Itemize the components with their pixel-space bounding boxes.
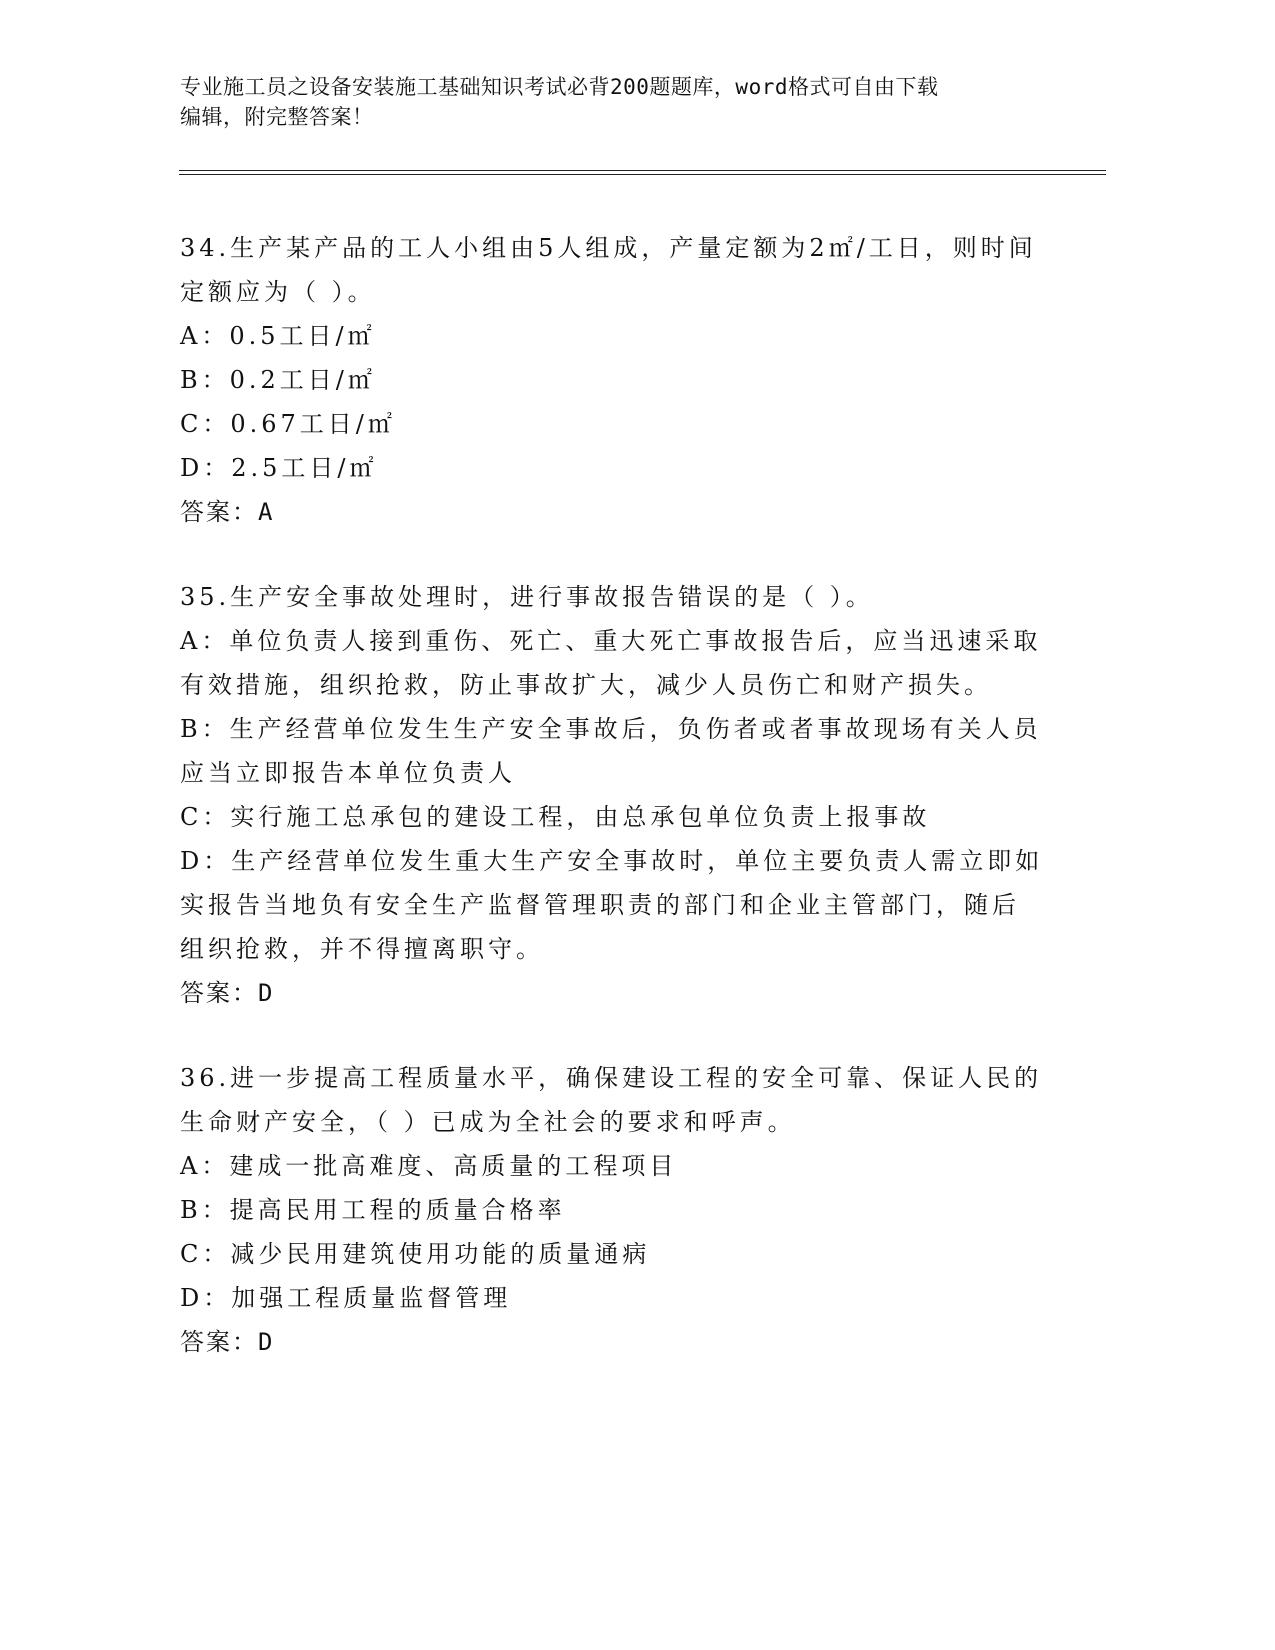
question-stem: 定额应为（ ）。: [180, 278, 376, 306]
answer-option: C：0.67工日/㎡: [180, 410, 396, 438]
question-block: [180, 1056, 1080, 1364]
answer-option: C：减少民用建筑使用功能的质量通病: [180, 1240, 651, 1268]
question-block: [180, 226, 1080, 534]
answer-key: [180, 971, 1080, 1015]
question-stem: 36.进一步提高工程质量水平，确保建设工程的安全可靠、保证人民的: [180, 1064, 1043, 1092]
answer-option: D：加强工程质量监督管理: [180, 1284, 512, 1312]
answer-option: B：提高民用工程的质量合格率: [180, 1196, 566, 1224]
answer-option: A：建成一批高难度、高质量的工程项目: [180, 1152, 678, 1180]
answer-option: C：实行施工总承包的建设工程，由总承包单位负责上报事故: [180, 803, 931, 831]
answer-value: D: [258, 1328, 275, 1356]
answer-value: D: [258, 979, 275, 1007]
question-stem: 35.生产安全事故处理时，进行事故报告错误的是（ ）。: [180, 583, 874, 611]
header-divider-bottom: [179, 174, 1106, 175]
question-block: [180, 575, 1080, 1015]
header-line-1: 专业施工员之设备安装施工基础知识考试必背200题题库，word格式可自由下载: [180, 75, 939, 99]
answer-option: D：2.5工日/㎡: [180, 454, 378, 482]
document-header: [180, 72, 1040, 132]
answer-option: A：0.5工日/㎡: [180, 322, 376, 350]
answer-option: B：生产经营单位发生生产安全事故后，负伤者或者事故现场有关人员: [180, 715, 1042, 743]
answer-option: D：生产经营单位发生重大生产安全事故时，单位主要负责人需立即如: [180, 847, 1044, 875]
question-list: [180, 226, 1080, 1405]
header-divider-top: [179, 170, 1106, 171]
answer-key: [180, 490, 1080, 534]
answer-option: 有效措施，组织抢救，防止事故扩大，减少人员伤亡和财产损失。: [180, 671, 992, 699]
question-stem: 34.生产某产品的工人小组由5人组成，产量定额为2㎡/工日，则时间: [180, 234, 1037, 262]
answer-option: B：0.2工日/㎡: [180, 366, 376, 394]
answer-option: 应当立即报告本单位负责人: [180, 759, 516, 787]
answer-label: 答案：: [180, 1328, 258, 1356]
answer-value: A: [258, 498, 275, 526]
answer-label: 答案：: [180, 498, 258, 526]
header-line-2: 编辑，附完整答案！: [180, 105, 374, 129]
answer-option: A：单位负责人接到重伤、死亡、重大死亡事故报告后，应当迅速采取: [180, 627, 1042, 655]
answer-label: 答案：: [180, 979, 258, 1007]
answer-option: 实报告当地负有安全生产监督管理职责的部门和企业主管部门，随后: [180, 891, 1020, 919]
answer-key: [180, 1320, 1080, 1364]
answer-option: 组织抢救，并不得擅离职守。: [180, 935, 544, 963]
question-stem: 生命财产安全，（ ）已成为全社会的要求和呼声。: [180, 1108, 796, 1136]
